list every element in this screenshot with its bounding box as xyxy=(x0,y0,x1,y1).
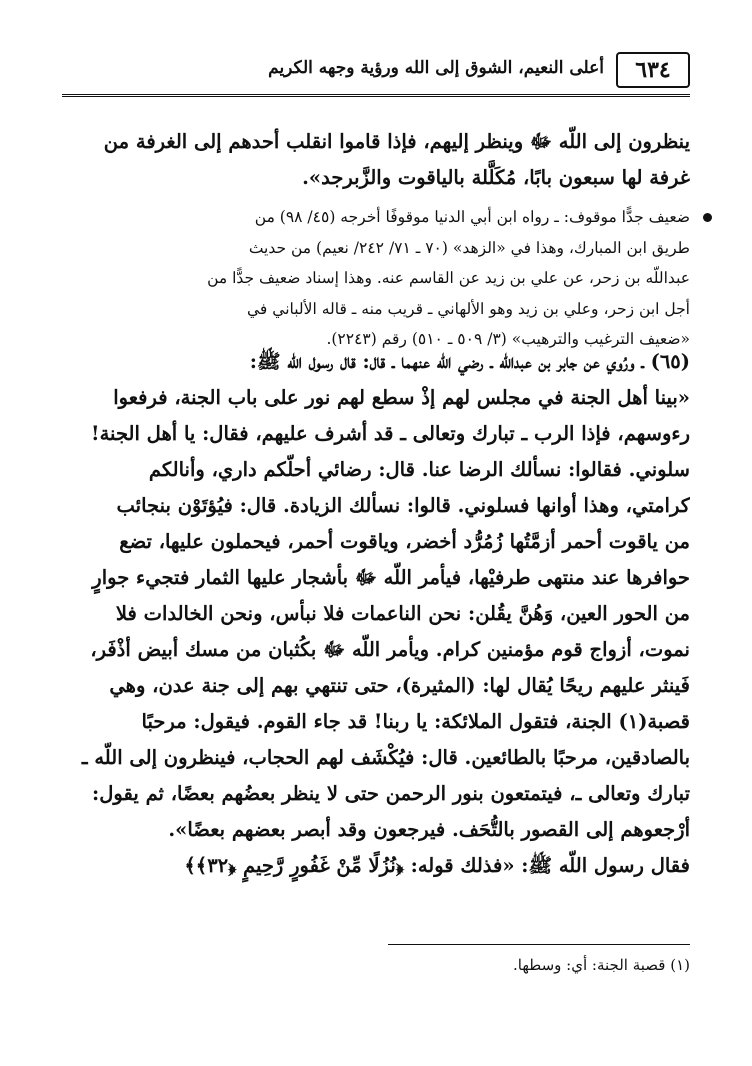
hadith-line: قصبة(١) الجنة، فتقول الملائكة: يا ربنا! قد جاء القوم. فيقول: مرحبًا xyxy=(141,710,690,733)
running-title: أعلى النعيم، الشوق إلى الله ورؤية وجهه الكريم xyxy=(268,58,604,78)
note-line: أجل ابن زحر، وعلي بن زيد وهو الألهاني ـ قريب منه ـ قاله الألباني في xyxy=(247,299,690,318)
note-line: عبداللّه بن زحر، عن علي بن زيد عن القاسم عنه. وهذا إسناد ضعيف جدًّا من xyxy=(207,269,690,287)
text-line: ينظرون إلى اللّه ﷻ وينظر إليهم، فإذا قاموا انقلب أحدهم إلى الغرفة من xyxy=(103,130,690,153)
hadith-line: (٦٥) ـ ورُوي عن جابر بن عبداللّه ـ رضي اللّه عنهما ـ قال: قال رسول اللّه ﷺ: xyxy=(249,350,690,373)
hadith-line: سلوني. فقالوا: نسألك الرضا عنا. قال: رضائي أحلّكم داري، وأنالكم xyxy=(148,458,690,481)
grading-note xyxy=(62,202,690,355)
page-header xyxy=(62,44,690,102)
note-line: ضعيف جدًّا موقوف: ـ رواه ابن أبي الدنيا موقوفًا أخرجه (٤٥/ ٩٨) من xyxy=(254,208,690,226)
hadith-line: رءوسهم، فإذا الرب ـ تبارك وتعالى ـ قد أشرف عليهم، فقال: يا أهل الجنة! xyxy=(91,422,690,445)
hadith-65 xyxy=(62,344,690,884)
bullet-icon xyxy=(703,213,712,222)
note-line: طريق ابن المبارك، وهذا في «الزهد» (٧٠ ـ ٧١/ ٢٤٢/ نعيم) من حديث xyxy=(248,238,690,257)
footnote: (١) قصبة الجنة: أي: وسطها. xyxy=(513,956,690,974)
hadith-line: فَينثر عليهم ريحًا يُقال لها: (المثيرة)، حتى تنتهي بهم إلى جنة عدن، وهي xyxy=(109,674,690,697)
page-number: ٦٣٤ xyxy=(616,52,690,88)
hadith-line: كرامتي، وهذا أوانها فسلوني. قالوا: نسألك الزيادة. قال: فيُؤتَوْن بنجائب xyxy=(116,494,690,517)
footnote-divider xyxy=(388,944,690,945)
note-line: «ضعيف الترغيب والترهيب» (٣/ ٥٠٩ ـ ٥١٠) رقم (٢٢٤٣). xyxy=(326,330,690,348)
hadith-line: تبارك وتعالى ـ، فيتمتعون بنور الرحمن حتى لا ينظر بعضُهم بعضًا، ثم يقول: xyxy=(92,782,690,805)
hadith-line: أرْجعوهم إلى القصور بالتُّحَف. فيرجعون وقد أبصر بعضهم بعضًا». xyxy=(168,818,690,841)
text-line: غرفة لها سبعون بابًا، مُكَلَّلة بالياقوت والزَّبرجد». xyxy=(302,166,690,189)
hadith-line: نموت، أزواج قوم مؤمنين كرام. ويأمر اللّه ﷻ بكُثبان من مسك أبيض أذْفَر، xyxy=(90,638,690,661)
header-divider xyxy=(62,94,690,97)
continued-hadith-text xyxy=(62,124,690,196)
hadith-line: من الحور العين، وَهُنَّ يقُلن: نحن الناعمات فلا نبأس، ونحن الخالدات فلا xyxy=(115,602,690,625)
hadith-line: بالصادقين، مرحبًا بالطائعين. قال: فيُكْشَف لهم الحجاب، فينظرون إلى اللّه ـ xyxy=(81,746,690,769)
hadith-line: حوافرها عند منتهى طرفيْها، فيأمر اللّه ﷻ بأشجار عليها الثمار فتجيء جوارٍ xyxy=(92,566,690,589)
hadith-line: فقال رسول اللّه ﷺ: «فذلك قوله: ﴿نُزُلًا مِّنْ غَفُورٍ رَّحِيمٍ ﴿٣٢﴾﴾ xyxy=(184,854,690,877)
hadith-line: من ياقوت أحمر أزمَّتُها زُمُرُّد أخضر، وياقوت أحمر، فيحملون عليها، تضع xyxy=(119,530,690,553)
hadith-line: «بينا أهل الجنة في مجلس لهم إذْ سطع لهم نور على باب الجنة، فرفعوا xyxy=(113,386,690,409)
